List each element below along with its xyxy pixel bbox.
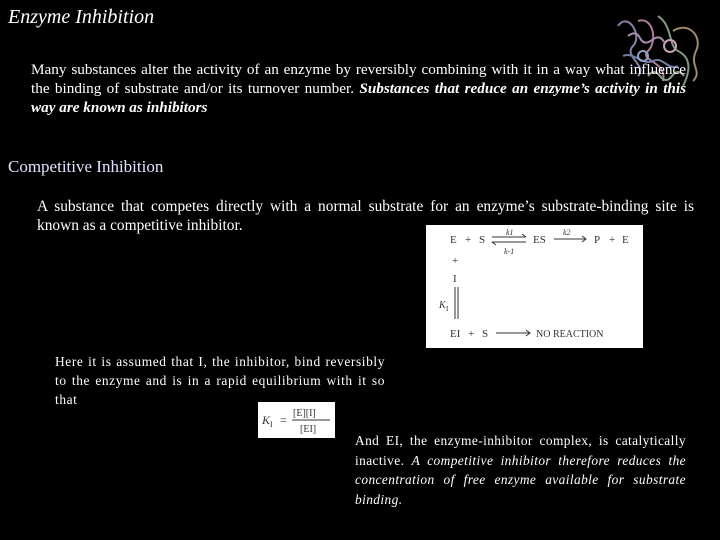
scheme-ki-sub: I [446, 305, 449, 313]
ki-lhs: K [262, 413, 271, 427]
scheme-no-reaction: NO REACTION [536, 329, 604, 340]
scheme-es: ES [533, 234, 546, 246]
scheme-i: I [453, 273, 457, 285]
ki-lhs-sub: I [270, 420, 273, 429]
conclusion-italic: A competitive inhibitor therefore reduces the concentration of free enzyme available for substrate binding. [355, 452, 687, 507]
reaction-scheme-diagram [426, 225, 643, 348]
scheme-plus-3: + [452, 255, 459, 267]
scheme-plus-2: + [609, 234, 616, 246]
intro-paragraph [31, 60, 686, 117]
scheme-plus-4: + [468, 328, 475, 340]
scheme-s2: S [482, 328, 489, 340]
intro-emphasis: Substances that reduce an enzyme’s activity in this way are known as inhibitors [31, 80, 686, 116]
scheme-k-minus1: k-1 [504, 247, 515, 256]
assumption-paragraph: Here it is assumed that I, the inhibitor, bind reversibly to the enzyme and is in a rapid equilibrium with it so that [55, 354, 385, 407]
scheme-p: P [594, 234, 601, 246]
ki-equation [258, 402, 335, 438]
ki-numerator: [E][I] [293, 408, 316, 419]
scheme-ei: EI [450, 328, 461, 340]
conclusion-text: And EI, the enzyme-inhibitor complex, is catalytically inactive. [355, 433, 686, 468]
scheme-s: S [479, 234, 486, 246]
scheme-plus-1: + [465, 234, 472, 246]
slide-title: Enzyme Inhibition [8, 6, 155, 28]
definition-paragraph: A substance that competes directly with a normal substrate for an enzyme’s substrate-binding site is known as a competitive inhibitor. [37, 198, 694, 234]
conclusion-paragraph [355, 431, 686, 509]
scheme-k1: k1 [506, 228, 514, 237]
scheme-ki: K [439, 300, 446, 311]
scheme-e: E [450, 234, 457, 246]
ki-denominator: [EI] [300, 424, 317, 435]
intro-text: Many substances alter the activity of an enzyme by reversibly combining with it in a way what influence the binding of substrate and/or its turnover number. [31, 61, 686, 97]
scheme-e2: E [622, 234, 629, 246]
ki-equals: = [280, 413, 287, 427]
section-heading: Competitive Inhibition [8, 157, 164, 176]
scheme-k2: k2 [563, 228, 571, 237]
